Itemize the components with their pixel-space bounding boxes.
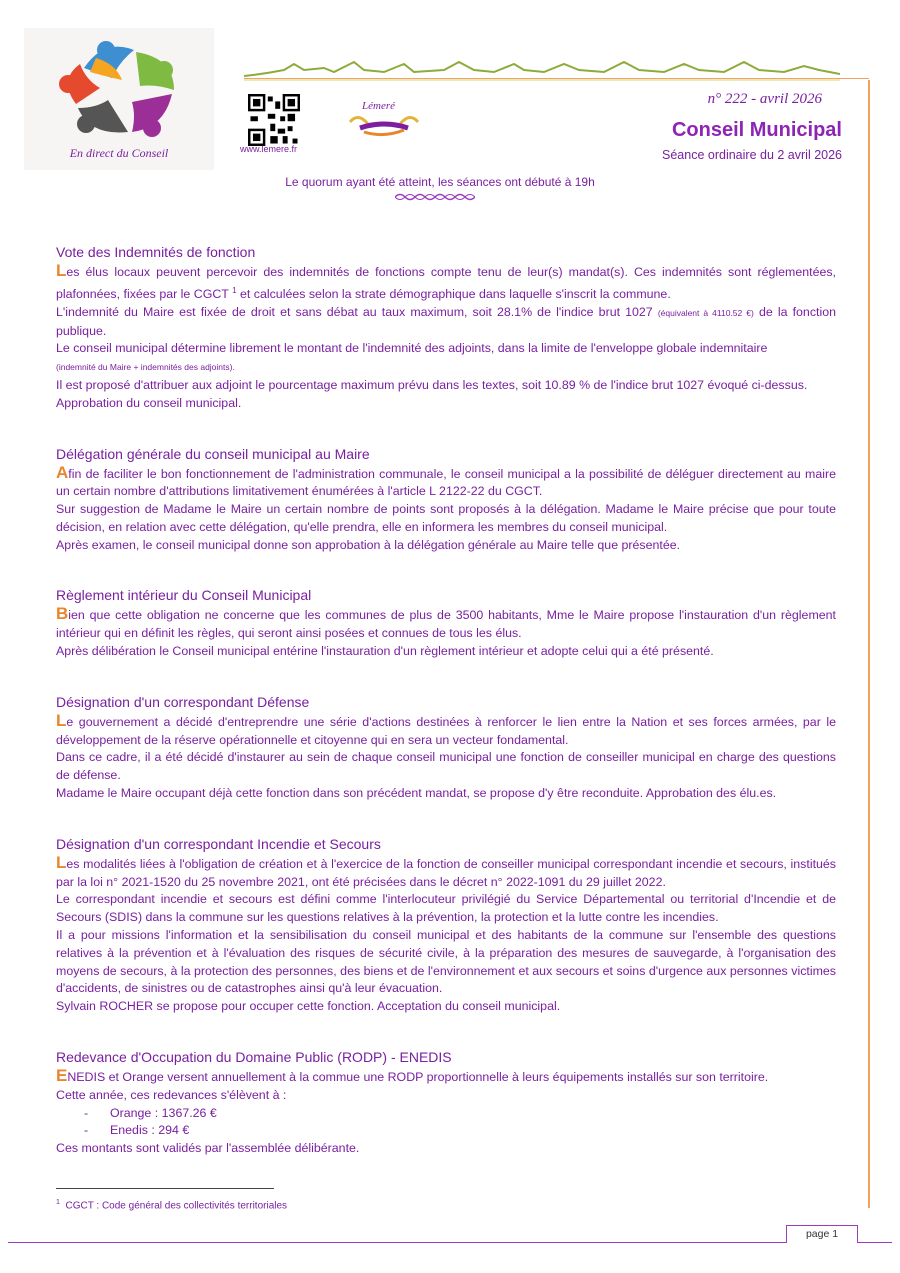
section-defense <box>56 693 836 803</box>
paragraph: Il est proposé d'attribuer aux adjoint le pourcentage maximum prévu dans les textes, soit 10.89 % de l'indice brut 1027 évoqué ci-dessus. <box>56 377 808 392</box>
paragraph: Madame le Maire occupant déjà cette fonction dans son précédent mandat, se propose d'y être reconduite. Approbation des élu.es. <box>56 786 777 801</box>
section-title: Désignation d'un correspondant Défense <box>56 693 310 710</box>
paragraph: Ces montants sont validés par l'assemblée délibérante. <box>56 1141 360 1156</box>
quorum-note: Le quorum ayant été atteint, les séances ont débuté à 19h <box>285 175 595 189</box>
paragraph: Les élus locaux peuvent percevoir des indemnités de fonctions compte tenu de leur(s) mandat(s). Ces indemnités sont réglementées, plafonnées, fixées par le CGCT $^1$ et calculées selon la strate démographique dans laquelle s'inscrit la commune. <box>56 261 836 301</box>
paragraph: Cette année, ces redevances s'élèvent à : <box>56 1087 287 1102</box>
section-rodp <box>56 1048 836 1158</box>
paragraph: Le correspondant incendie et secours est défini comme l'interlocuteur privilégié du Service Départemental ou territorial d'Incendie et de Secours (SDIS) dans la commune sur les questions relatives à la prévention, la protection et la lutte contre les incendies. <box>56 892 836 925</box>
page-number: page 1 <box>786 1225 858 1243</box>
paragraph: Après délibération le Conseil municipal entérine l'instauration d'un règlement intérieur et adopte celui qui a été présenté. <box>56 644 714 659</box>
footer-rule <box>8 1242 892 1243</box>
fee-list <box>56 1105 836 1141</box>
paragraph: Les modalités liées à l'obligation de création et à l'exercice de la fonction de conseiller municipal correspondant incendie et secours, institués par la loi n° 2021-1520 du 25 novembre 2021, ont été précisées dans le décret n° 2022-1091 du 29 juillet 2022. <box>56 852 836 889</box>
list-item: - Enedis : 294 € <box>84 1123 190 1138</box>
paragraph: Il a pour missions l'information et la sensibilisation du conseil municipal et des habitants de la commune sur l'ensemble des questions relatives à la prévention et à l'évaluation des risques de sécurité civile, à la préparation des mesures de sauvegarde, à l'organisation des moyens de secours, à la protection des personnes, des biens et de l'environnement et aux secours et soins d'urgence aux personnes victimes d'accidents, de sinistres ou de catastrophes ainsi qu'à leur évacuation. <box>56 928 836 996</box>
footnote-rule <box>56 1188 274 1189</box>
paragraph: ENEDIS et Orange versent annuellement à la commue une RODP proportionnelle à leurs équipements installés sur son territoire. <box>56 1066 769 1086</box>
paragraph: Le conseil municipal détermine librement le montant de l'indemnité des adjoints, dans la limite de l'enveloppe globale indemnitaire (indemnité du Maire + indemnités des adjoints). <box>56 341 768 373</box>
footnote: $^1$ CGCT : Code général des collectivités territoriales <box>56 1199 288 1212</box>
newsletter-logo <box>24 28 214 170</box>
paragraph: Sylvain ROCHER se propose pour occuper cette fonction. Acceptation du conseil municipal. <box>56 999 561 1014</box>
paragraph: Approbation du conseil municipal. <box>56 395 242 410</box>
section-incendie <box>56 835 836 1016</box>
section-delegation <box>56 445 836 555</box>
section-title: Redevance d'Occupation du Domaine Public (RODP) - ENEDIS <box>56 1049 452 1066</box>
section-title: Désignation d'un correspondant Incendie et Secours <box>56 835 381 852</box>
paragraph: Sur suggestion de Madame le Maire un certain nombre de points sont proposés à la délégation. Madame le Maire précise que pour toute décision, en relation avec cette délégation, qu'elle prendra, elle en informera les membres du conseil municipal. <box>56 502 836 534</box>
section-title: Vote des Indemnités de fonction <box>56 244 256 260</box>
minutes-content <box>56 243 836 1158</box>
paragraph: Bien que cette obligation ne concerne que les communes de plus de 3500 habitants, Mme le Maire propose l'instauration d'un règlement intérieur qui en définit les règles, qui seront ainsi posées et connues de tous les élus. <box>56 604 836 641</box>
qr-code <box>248 94 300 146</box>
village-skyline-illustration <box>244 58 840 84</box>
ornament-divider <box>395 192 475 202</box>
town-name: Lémeré <box>362 100 395 112</box>
website-url: www.lemere.fr <box>240 144 298 154</box>
section-title: Délégation générale du conseil municipal au Maire <box>56 445 370 462</box>
paragraph: Afin de faciliter le bon fonctionnement de l'administration communale, le conseil municipal a la possibilité de déléguer directement au maire un certain nombre d'attributions limitativement énumérées à l'article L 2122-22 du CGCT. <box>56 462 836 499</box>
page-title: Conseil Municipal <box>671 119 842 141</box>
paragraph: Dans ce cadre, il a été décidé d'instaurer au sein de chaque conseil municipal une fonction de conseiller municipal en charge des questions de défense. <box>56 750 836 783</box>
section-indemnites <box>56 243 836 413</box>
logo-caption: En direct du Conseil <box>69 146 169 160</box>
section-reglement <box>56 586 836 660</box>
list-item: - Orange : 1367.26 € <box>84 1105 217 1120</box>
people-circle-icon <box>24 28 214 148</box>
right-margin-rule <box>868 80 870 1208</box>
paragraph: Le gouvernement a décidé d'entreprendre une série d'actions destinées à renforcer le lien entre la Nation et ses forces armées, par le développement de la réserve opérationnelle et citoyenne qui en sera un vecteur fondamental. <box>56 710 836 747</box>
header-rule <box>244 78 869 79</box>
section-title: Règlement intérieur du Conseil Municipal <box>56 587 312 604</box>
issue-number: n° 222 - avril 2026 <box>707 91 822 107</box>
paragraph: L'indemnité du Maire est fixée de droit et sans débat au taux maximum, soit 28.1% de l'indice brut 1027 (équivalent à 4110.52 €) de la fonction publique. <box>56 304 837 338</box>
paragraph: Après examen, le conseil municipal donne son approbation à la délégation générale au Maire telle que présentée. <box>56 537 681 552</box>
session-subtitle: Séance ordinaire du 2 avril 2026 <box>662 148 842 162</box>
